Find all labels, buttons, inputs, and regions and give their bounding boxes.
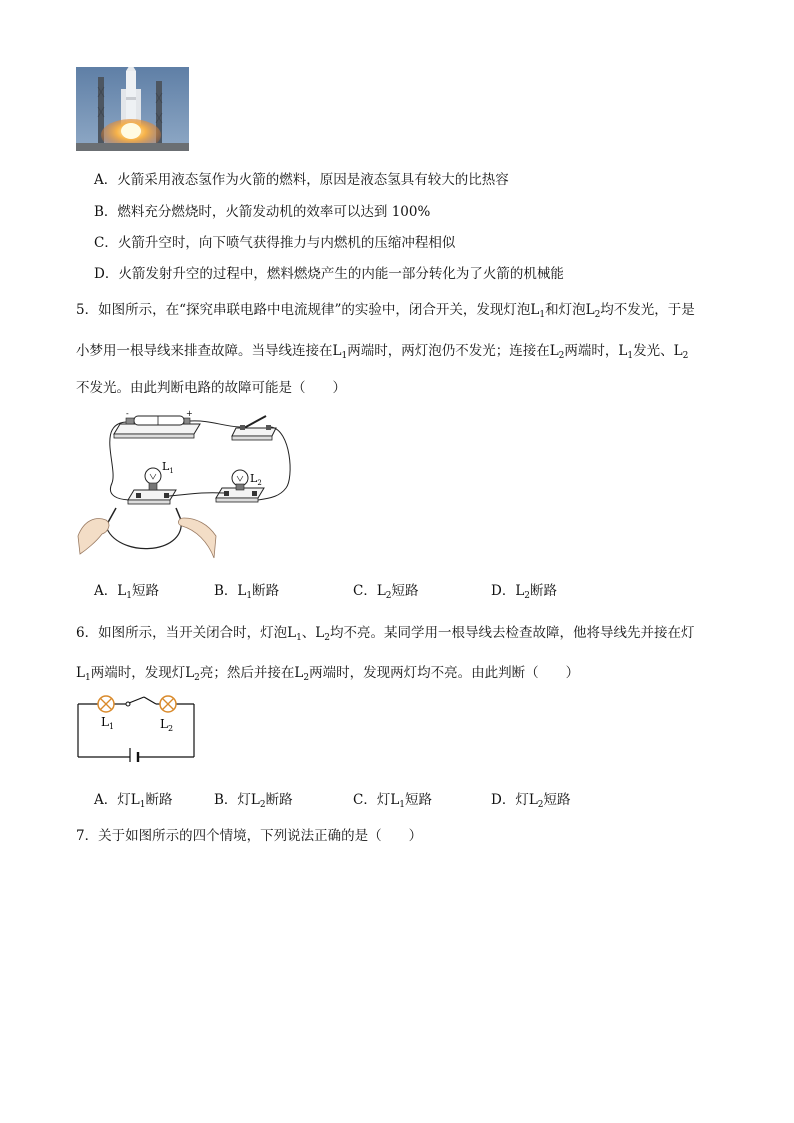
q4-option-c: C．火箭升空时，向下喷气获得推力与内燃机的压缩冲程相似 [94,235,456,251]
q5-option-d: D．$L_2$断路 [491,583,558,601]
q5-option-c: C．$L_2$短路 [353,583,419,601]
rocket-launch-photo [76,67,189,151]
q7-question: 7．关于如图所示的四个情境，下列说法正确的是（ ） [76,828,423,844]
q5-option-b: B．$L_1$断路 [214,583,280,601]
q4-option-b: B．燃料充分燃烧时，火箭发动机的效率可以达到 100% [94,204,431,220]
q6-option-a: A．灯$L_1$断路 [94,792,173,810]
q4-option-d: D．火箭发射升空的过程中，燃料燃烧产生的内能一部分转化为了火箭的机械能 [94,266,564,282]
q5-question-line-2: 小梦用一根导线来排查故障。当导线连接在$L_1$两端时，两灯泡仍不发光；连接在$L_2$两端时，$L_1$发光、$L_2$ [76,343,689,361]
q6-question-line-1: 6．如图所示，当开关闭合时，灯泡$L_1$、$L_2$均不亮。某同学用一根导线去检查故障，他将导线先并接在灯 [76,625,695,643]
q6-question-line-2: $L_1$两端时，发现灯$L_2$亮；然后并接在$L_2$两端时，发现两灯均不亮。由此判断（ ） [76,665,580,683]
q6-option-b: B．灯$L_2$断路 [214,792,293,810]
q5-lamp-l1-label: $L_1$ [162,460,174,475]
q6-lamp-l2-label: $L_2$ [160,717,174,733]
q6-option-d: D．灯$L_2$短路 [491,792,571,810]
q6-lamp-l1-label: $L_1$ [101,715,115,731]
q6-option-c: C．灯$L_1$短路 [353,792,433,810]
q5-question-line-3: 不发光。由此判断电路的故障可能是（ ） [76,380,346,396]
q5-circuit-figure [76,408,300,560]
battery-minus-sign: - [126,409,129,418]
q5-option-a: A．$L_1$短路 [94,583,159,601]
q5-question-line-1: 5．如图所示，在“探究串联电路中电流规律”的实验中，闭合开关，发现灯泡$L_1$和灯泡$L_2$均不发光，于是 [76,302,695,320]
q6-circuit-diagram [76,690,198,762]
q5-lamp-l2-label: $L_2$ [250,472,262,487]
q4-option-a: A．火箭采用液态氢作为火箭的燃料，原因是液态氢具有较大的比热容 [94,172,509,188]
battery-plus-sign: + [186,409,193,418]
